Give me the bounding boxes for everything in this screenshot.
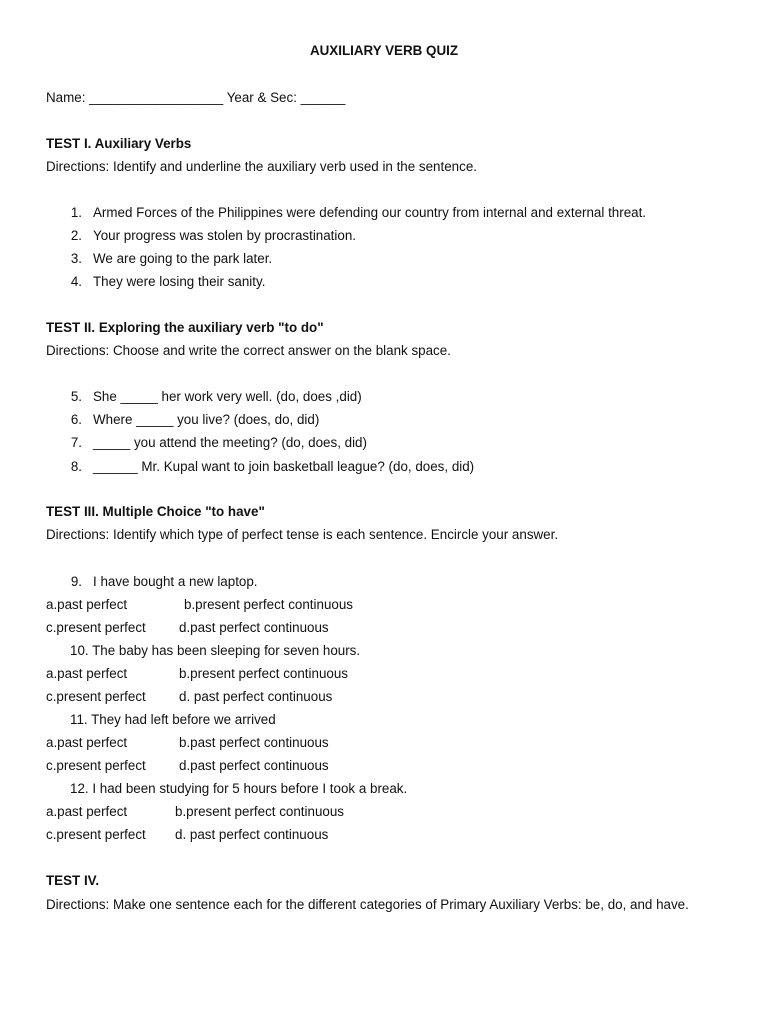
item-number: 3.: [70, 251, 82, 266]
test3-heading: TEST III. Multiple Choice "to have": [46, 504, 265, 519]
item-text: _____ you attend the meeting? (do, does, did): [93, 435, 367, 450]
test4-directions: Directions: Make one sentence each for the different categories of Primary Auxiliary Verbs: be, do, and have.: [46, 897, 689, 912]
choice-b: b.present perfect continuous: [179, 666, 348, 681]
item-number: 5.: [70, 389, 82, 404]
item-text: She _____ her work very well. (do, does ,did): [93, 389, 362, 404]
test1-heading: TEST I. Auxiliary Verbs: [46, 136, 192, 151]
choice-d: d. past perfect continuous: [175, 827, 329, 842]
choice-d: d.past perfect continuous: [179, 620, 329, 635]
test3-question-12: 12. I had been studying for 5 hours before I took a break.: [70, 781, 408, 796]
choice-c: c.present perfect: [46, 620, 146, 635]
item-text: Where _____ you live? (does, do, did): [93, 412, 320, 427]
item-text: ______ Mr. Kupal want to join basketball league? (do, does, did): [93, 459, 475, 474]
choice-c: c.present perfect: [46, 827, 146, 842]
test3-question-11: 11. They had left before we arrived: [70, 712, 276, 727]
test4-heading: TEST IV.: [46, 873, 100, 888]
item-text: We are going to the park later.: [93, 251, 273, 266]
choice-c: c.present perfect: [46, 689, 146, 704]
item-number: 6.: [70, 412, 82, 427]
page-title: AUXILIARY VERB QUIZ: [309, 43, 459, 58]
choice-b: b.present perfect continuous: [175, 804, 344, 819]
choice-d: d. past perfect continuous: [179, 689, 333, 704]
choice-a: a.past perfect: [46, 735, 128, 750]
item-number: 8.: [70, 459, 82, 474]
test2-directions: Directions: Choose and write the correct answer on the blank space.: [46, 343, 451, 358]
item-number: 4.: [70, 274, 82, 289]
item-text: They were losing their sanity.: [93, 274, 266, 289]
item-number: 1.: [70, 205, 82, 220]
test3-question-10: 10. The baby has been sleeping for seven hours.: [70, 643, 361, 658]
choice-b: b.present perfect continuous: [184, 597, 353, 612]
choice-d: d.past perfect continuous: [179, 758, 329, 773]
choice-a: a.past perfect: [46, 666, 128, 681]
item-text: Armed Forces of the Philippines were defending our country from internal and external threat.: [93, 205, 647, 220]
choice-a: a.past perfect: [46, 597, 128, 612]
test2-heading: TEST II. Exploring the auxiliary verb "to do": [46, 320, 324, 335]
item-number: 2.: [70, 228, 82, 243]
item-number: 7.: [70, 435, 82, 450]
item-number: 9.: [70, 574, 82, 589]
name-year-sec-line: Name: __________________ Year & Sec: ______: [46, 90, 346, 105]
item-text: Your progress was stolen by procrastination.: [93, 228, 356, 243]
choice-b: b.past perfect continuous: [179, 735, 329, 750]
choice-c: c.present perfect: [46, 758, 146, 773]
test1-directions: Directions: Identify and underline the auxiliary verb used in the sentence.: [46, 159, 477, 174]
choice-a: a.past perfect: [46, 804, 128, 819]
item-text: I have bought a new laptop.: [93, 574, 258, 589]
test3-directions: Directions: Identify which type of perfect tense is each sentence. Encircle your answer.: [46, 527, 559, 542]
